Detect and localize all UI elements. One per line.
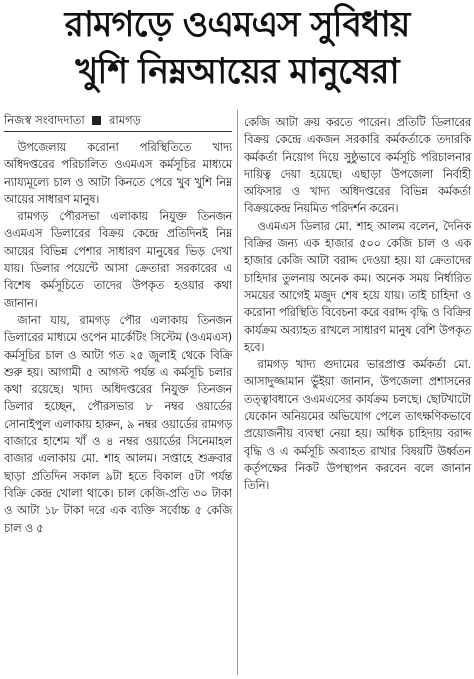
headline-line-1: রামগড়ে ওএমএস সুবিধায় <box>64 5 410 45</box>
square-bullet-icon <box>92 116 101 125</box>
paragraph-6: রামগড় খাদ্য গুদামের ভারপ্রাপ্ত কর্মকর্তা মো. আসাদুজ্জামান ভুঁইয়া জানান, উপজেলা প্রশাসনের তত্ত্বাবধানে ওএমএসের কার্যক্রম চলছে। ছোটখাটো যেকোন অনিয়মের অভিযোগ পেলে তাৎক্ষণিকভাবে প্রয়োজনীয় ব্যবস্থা নেয়া হয়। অধিক চাহিদায় বরাদ্দ বৃদ্ধি ও এ কর্মসূচি অব্যাহত রাখার বিষয়টি উর্ধ্বতন কর্তৃপক্ষের নিকট উপস্থাপন করবেন বলে জানান তিনি। <box>244 358 471 493</box>
paragraph-5: ওএমএস ডিলার মো. শাহ আলম বলেন, দৈনিক বিক্রির জন্য এক হাজার ৫০০ কেজি চাল ও এক হাজার কেজি আটা বরাদ্দ দেওয়া হয়। যা ক্রেতাদের চাহিদার তুলনায় অনেক কম। অনেক সময় নির্ধারিত সময়ের আগেই মজুদ শেষ হয়ে যায়। তাই চাহিদা ও করোনা পরিস্থিতি বিবেচনা করে বরাদ্দ বৃদ্ধি ও বিক্রির কার্যক্রম অব্যাহত রাখলে সাধারণ মানুষ বেশি উপকৃত হবে। <box>244 219 471 354</box>
paragraph-3: জানা যায়, রামগড় পৌর এলাকায় তিনজন ডিলারের মাধ্যমে ওপেন মার্কেটিং সিস্টেম (ওএমএস) কর্মসূচির চাল ও আটা গত ২৫ জুলাই থেকে বিক্রি শুরু হয়। আগামী ৫ আগস্ট পর্যন্ত এ কর্মসূচি চলার কথা রয়েছে। খাদ্য অধিদপ্তরের নিযুক্ত তিনজন ডিলার হচ্ছেন, পৌরসভার ৮ নম্বর ওয়ার্ডের সোনাইপুল এলাকায় হারুন, ৯ নম্বর ওয়ার্ডের রামগড় বাজারে হাশেম খাঁ ও ৪ নম্বর ওয়ার্ডের সিনেমাহল বাজার এলাকায় মো. শাহ আলম। সপ্তাহে শুক্রবার ছাড়া প্রতিদিন সকাল ৯টা হতে বিকাল ৫টা পর্যন্ত বিক্রি কেন্দ্র খোলা থাকে। চাল কেজি-প্রতি ৩০ টাকা ও আটা ১৮ টাকা দরে এক ব্যক্তি সর্বোচ্চ ৫ কেজি চাল ও ৫ <box>4 313 232 535</box>
dateline-location: রামগড় <box>109 113 141 127</box>
article-column-2 <box>244 114 471 495</box>
article-column-1 <box>4 139 232 537</box>
reporter-name: নিজস্ব সংবাদদাতা <box>4 113 85 127</box>
column-divider <box>237 110 238 675</box>
paragraph-2: রামগড় পৌরসভা এলাকায় নিযুক্ত তিনজন ওএমএস ডিলারের বিক্রয় কেন্দ্রে প্রতিদিনই নিম্ন আয়ের বিভিন্ন পেশার সাধারণ মানুষের ভিড় দেখা যায়। ডিলার পয়েন্টে আসা ক্রেতারা সরকারের এ বিশেষ কর্মসূচিতে তাদের উপকৃত হওয়ার কথা জানান। <box>4 210 232 310</box>
byline <box>4 113 232 127</box>
headline <box>4 2 470 96</box>
paragraph-4: কেজি আটা ক্রয় করতে পারেন। প্রতিটি ডিলারের বিক্রয় কেন্দ্রে একজন সরকারি কর্মকর্তাকে তদারকি কর্মকর্তা নিয়োগ দিয়ে সুষ্ঠুভাবে কর্মসূচি পরিচালনার দায়িত্ব দেয়া হয়েছে। এছাড়া উপজেলা নির্বাহী অফিসার ও খাদ্য অধিদপ্তরের বিভিন্ন কর্মকর্তা বিক্রয়কেন্দ্র নিয়মিত পরিদর্শন করেন। <box>244 116 471 216</box>
headline-line-2: খুশি নিম্নআয়ের মানুষেরা <box>75 52 399 92</box>
paragraph-1: উপজেলায় করোনা পরিস্থিতিতে খাদ্য অধিদপ্তরের পরিচালিত ওএমএস কর্মসূচির মাধ্যমে ন্যায্যমূল্যে চাল ও আটা কিনতে পেরে খুব খুশি নিম্ন আয়ের সাধারণ মানুষ। <box>4 141 232 206</box>
byline-rule <box>4 131 232 132</box>
